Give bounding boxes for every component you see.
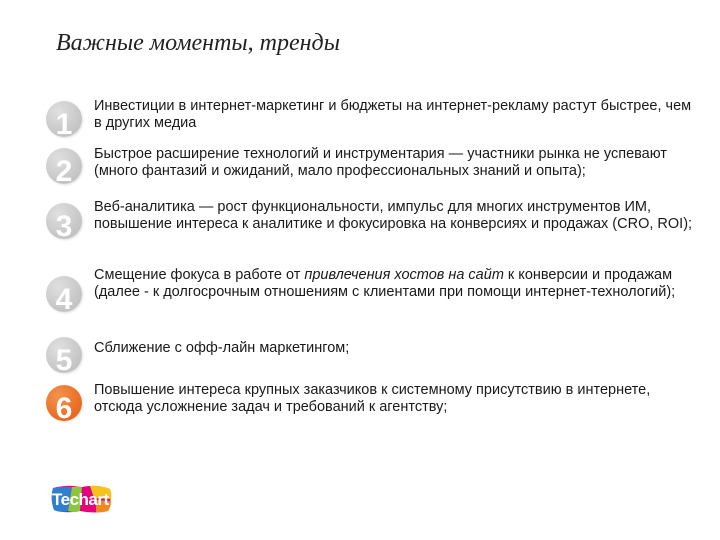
item-text: Сближение с офф-лайн маркетингом; [94, 340, 350, 356]
item-number: 2 [55, 155, 73, 184]
item-number: 1 [55, 108, 73, 137]
item-text: Веб-аналитика — рост функциональности, импульс для многих инструментов ИМ, повышение интереса к аналитике и фокусировка на конверсиях и продажах (CRO, ROI); [94, 199, 693, 232]
number-badge [46, 148, 82, 184]
item-text: Инвестиции в интернет-маркетинг и бюджеты на интернет-рекламу растут быстрее, чем в других медиа [94, 98, 692, 131]
item-text-part: к конверсии и продажам (далее - к долгосрочным отношениям с клиентами при помощи интернет-технологий); [94, 267, 676, 300]
item-text-part: Смещение фокуса в работе от [94, 267, 305, 283]
number-badge [46, 203, 82, 239]
item-number: 4 [55, 283, 73, 312]
item-number: 6 [55, 392, 73, 421]
number-badge [46, 101, 82, 137]
number-badge [46, 276, 82, 312]
number-badge [46, 337, 82, 373]
logo-text: Techart [52, 490, 109, 509]
slide-title: Важные моменты, тренды [56, 30, 340, 56]
item-text: Повышение интереса крупных заказчиков к системному присутствию в интернете, отсюда усложнение задач и требований к агентству; [94, 382, 651, 415]
number-badge [46, 385, 82, 421]
item-text [94, 267, 694, 300]
item-text-emphasis: привлечения хостов на сайт [304, 267, 504, 283]
item-number: 5 [55, 344, 73, 373]
item-number: 3 [55, 210, 73, 239]
item-text: Быстрое расширение технологий и инструментария — участники рынка не успевают (много фантазий и ожиданий, мало профессиональных знаний и опыта); [94, 146, 667, 179]
techart-logo [50, 484, 112, 514]
